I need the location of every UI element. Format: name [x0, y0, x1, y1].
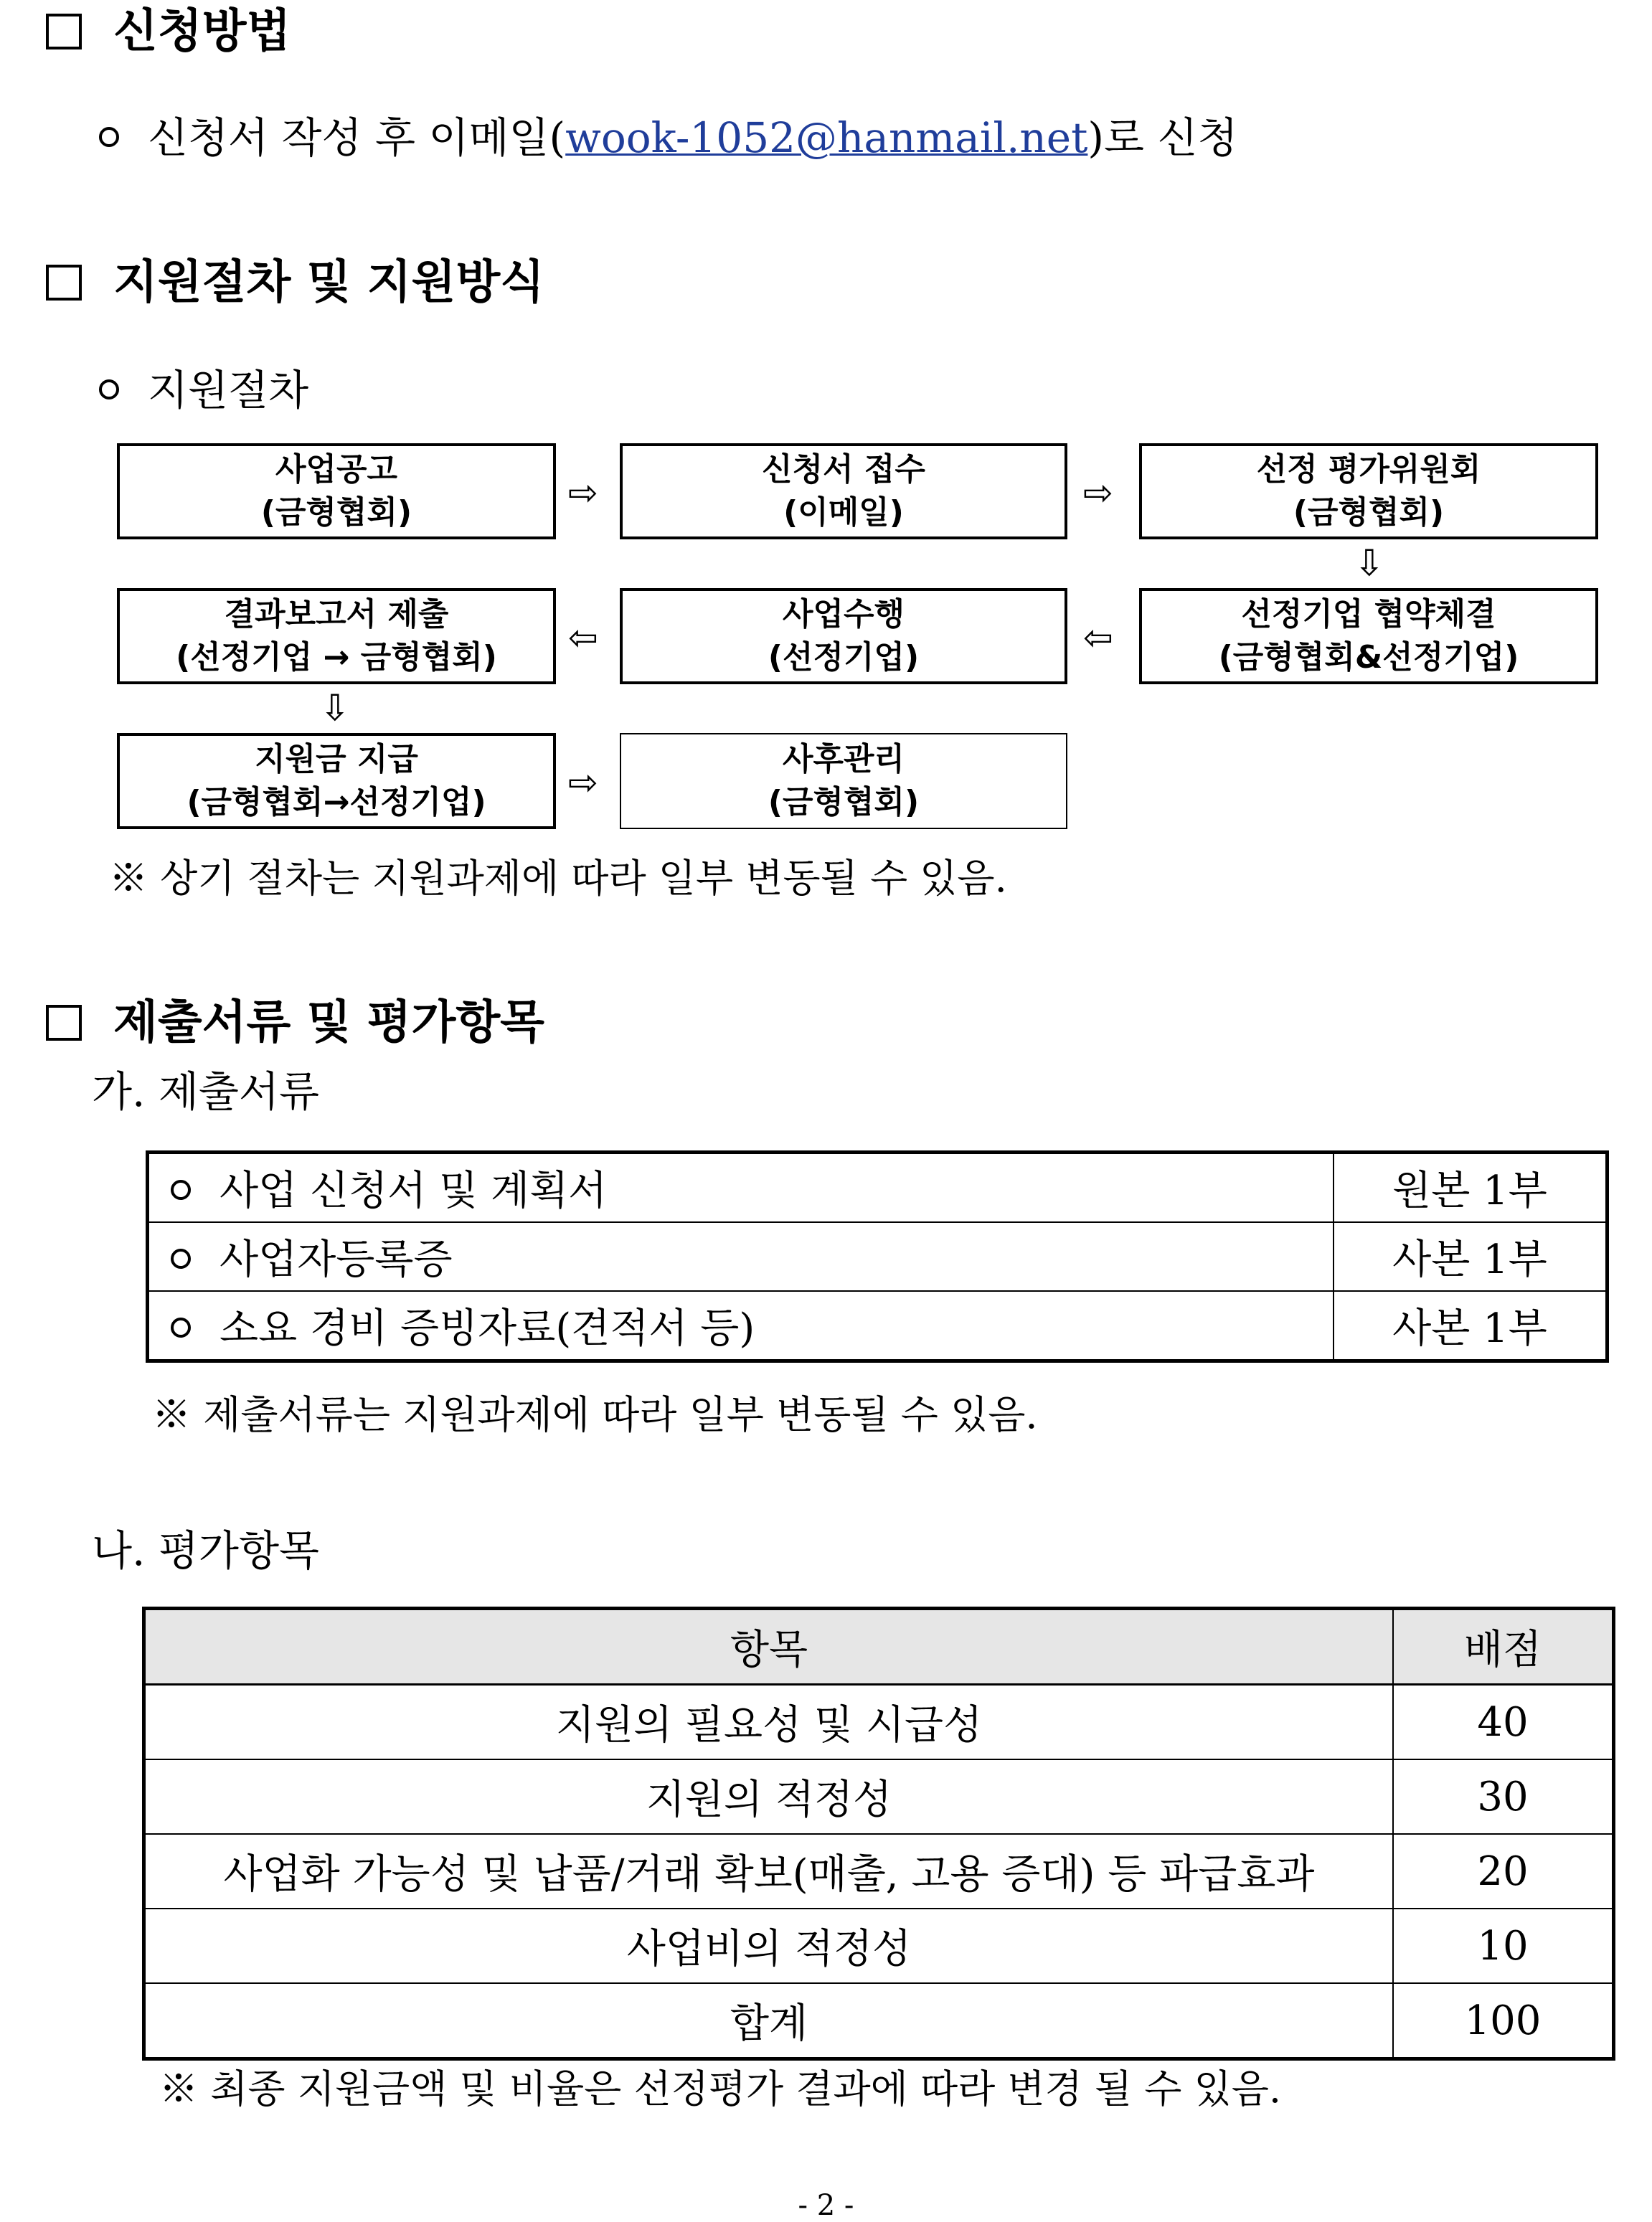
flow-step-payment — [117, 733, 556, 829]
table-row — [148, 1222, 1608, 1291]
document-copy-cell: 사본 1부 — [1334, 1291, 1608, 1361]
section-heading-procedure — [46, 254, 544, 311]
subsection-title-evaluation: 나. 평가항목 — [92, 1526, 320, 1575]
flow-step-label: 결과보고서 제출 — [224, 596, 449, 633]
section-title: 신청방법 — [113, 5, 291, 58]
flow-step-sublabel: (이메일) — [783, 494, 904, 531]
arrow-down-icon: ⇩ — [320, 687, 350, 729]
header-item: 항목 — [144, 1609, 1394, 1685]
documents-note: ※ 제출서류는 지원과제에 따라 일부 변동될 수 있음. — [152, 1392, 1038, 1437]
arrow-right-icon: ⇨ — [568, 472, 598, 514]
table-row — [148, 1153, 1608, 1223]
flow-step-announcement — [117, 443, 556, 539]
bullet-circle-icon — [99, 379, 119, 400]
page-number: - 2 - — [798, 2189, 854, 2222]
document-copy-cell: 원본 1부 — [1334, 1153, 1608, 1223]
table-row — [148, 1291, 1608, 1361]
document-copy-cell: 사본 1부 — [1334, 1222, 1608, 1291]
evaluation-item: 합계 — [144, 1983, 1394, 2059]
flow-step-committee — [1139, 443, 1598, 539]
flow-step-execution — [620, 588, 1067, 684]
apply-instruction — [99, 112, 1238, 164]
checkbox-square-icon — [46, 265, 82, 301]
flow-step-report — [117, 588, 556, 684]
section-heading-apply — [46, 3, 291, 60]
flow-step-sublabel: (선정기업 → 금형협회) — [176, 639, 497, 676]
table-row — [144, 1834, 1614, 1909]
flow-step-aftercare — [620, 733, 1067, 829]
arrow-left-icon: ⇦ — [568, 617, 598, 658]
flow-step-label: 지원금 지급 — [255, 741, 418, 777]
bullet-circle-icon — [99, 127, 119, 147]
section-title: 지원절차 및 지원방식 — [113, 256, 544, 309]
table-row-total — [144, 1983, 1614, 2059]
section-heading-documents — [46, 994, 544, 1051]
evaluation-score: 100 — [1393, 1983, 1614, 2059]
evaluation-item: 사업화 가능성 및 납품/거래 확보(매출, 고용 증대) 등 파급효과 — [144, 1834, 1394, 1909]
procedure-subtitle-text: 지원절차 — [148, 366, 309, 415]
table-row — [144, 1685, 1614, 1760]
document-item: 사업 신청서 및 계획서 — [220, 1168, 608, 1214]
header-score: 배점 — [1393, 1609, 1614, 1685]
flow-step-sublabel: (금형협회) — [768, 784, 920, 821]
arrow-right-icon: ⇨ — [568, 762, 598, 803]
evaluation-item: 지원의 필요성 및 시급성 — [144, 1685, 1394, 1760]
arrow-left-icon: ⇦ — [1083, 617, 1113, 658]
arrow-right-icon: ⇨ — [1083, 472, 1113, 514]
procedure-note: ※ 상기 절차는 지원과제에 따라 일부 변동될 수 있음. — [109, 856, 1007, 901]
evaluation-note: ※ 최종 지원금액 및 비율은 선정평가 결과에 따라 변경 될 수 있음. — [159, 2066, 1282, 2112]
flow-step-sublabel: (금형협회→선정기업) — [187, 784, 486, 821]
arrow-down-icon: ⇩ — [1354, 542, 1384, 584]
flow-step-label: 선정 평가위원회 — [1256, 451, 1481, 488]
flow-step-label: 선정기업 협약체결 — [1241, 596, 1496, 633]
flow-step-sublabel: (선정기업) — [768, 639, 920, 676]
flow-step-application — [620, 443, 1067, 539]
flow-step-label: 사업수행 — [782, 596, 905, 633]
evaluation-score: 40 — [1393, 1685, 1614, 1760]
checkbox-square-icon — [46, 14, 82, 49]
flow-step-agreement — [1139, 588, 1598, 684]
flow-step-label: 사업공고 — [275, 451, 397, 488]
document-item: 사업자등록증 — [220, 1237, 453, 1283]
evaluation-score: 20 — [1393, 1834, 1614, 1909]
bullet-circle-icon — [171, 1180, 191, 1200]
flow-step-sublabel: (금형협회) — [260, 494, 412, 531]
table-header-row — [144, 1609, 1614, 1685]
evaluation-table — [142, 1607, 1615, 2061]
document-item-cell — [148, 1291, 1334, 1361]
document-item-cell — [148, 1153, 1334, 1223]
bullet-circle-icon — [171, 1318, 191, 1338]
bullet-circle-icon — [171, 1249, 191, 1269]
table-row — [144, 1759, 1614, 1834]
section-title: 제출서류 및 평가항목 — [113, 996, 544, 1049]
evaluation-score: 10 — [1393, 1909, 1614, 1983]
procedure-subtitle — [99, 364, 308, 416]
flow-step-sublabel: (금형협회) — [1293, 494, 1445, 531]
checkbox-square-icon — [46, 1005, 82, 1041]
subsection-title-documents: 가. 제출서류 — [92, 1067, 320, 1116]
flow-step-sublabel: (금형협회&선정기업) — [1218, 639, 1519, 676]
table-row — [144, 1909, 1614, 1983]
flow-step-label: 사후관리 — [782, 741, 905, 777]
document-item-cell — [148, 1222, 1334, 1291]
flow-step-label: 신청서 접수 — [762, 451, 925, 488]
document-item: 소요 경비 증빙자료(견적서 등) — [220, 1305, 755, 1352]
documents-table — [146, 1150, 1609, 1363]
email-link[interactable]: wook-1052@hanmail.net — [565, 113, 1088, 162]
evaluation-item: 사업비의 적정성 — [144, 1909, 1394, 1983]
evaluation-score: 30 — [1393, 1759, 1614, 1834]
apply-text: 신청서 작성 후 이메일( — [148, 113, 566, 162]
apply-text-suffix: )로 신청 — [1087, 113, 1238, 162]
evaluation-item: 지원의 적정성 — [144, 1759, 1394, 1834]
